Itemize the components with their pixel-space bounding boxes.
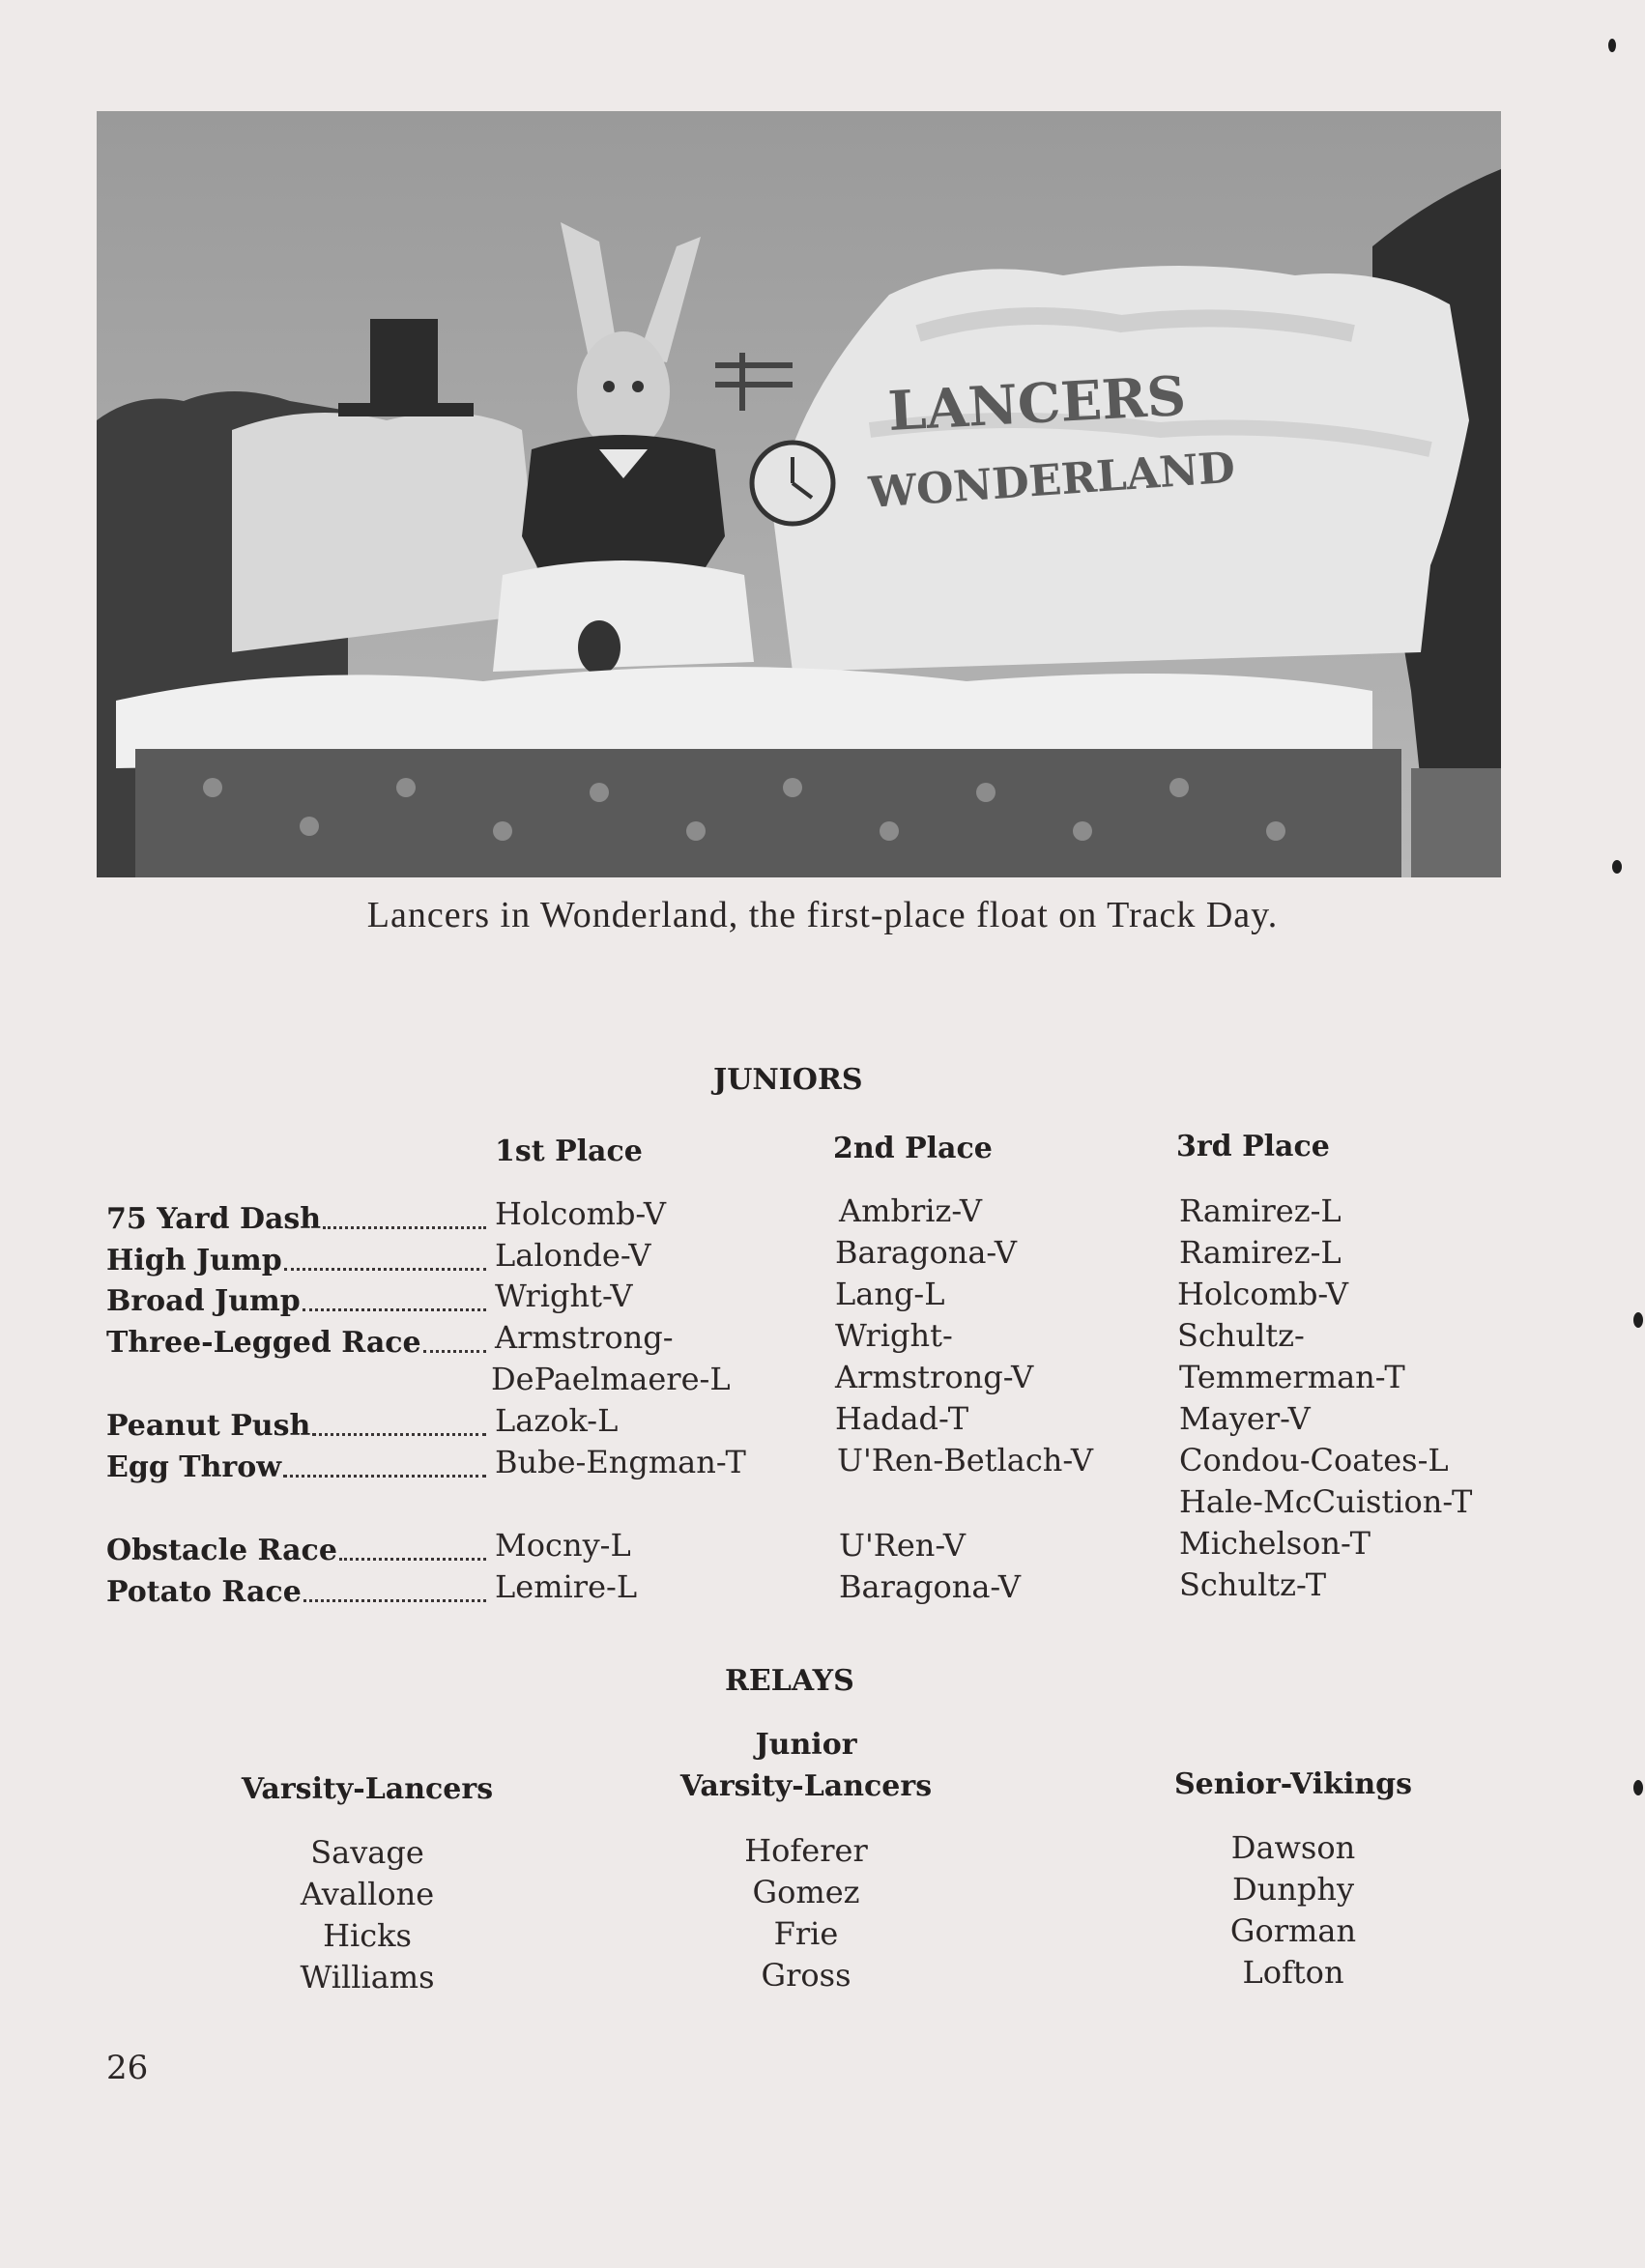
second-place-cell: Baragona-V <box>839 1568 1021 1605</box>
relay-member: Hicks <box>323 1917 412 1954</box>
relay-member: Williams <box>300 1959 435 1995</box>
second-place-cell: Ambriz-V <box>839 1192 982 1229</box>
binding-mark <box>1633 1780 1643 1795</box>
first-place-cell: Wright-V <box>495 1278 633 1314</box>
second-place-cell: Hadad-T <box>835 1400 969 1437</box>
third-place-cell: Condou-Coates-L <box>1179 1442 1449 1479</box>
column-header-first: 1st Place <box>495 1134 643 1168</box>
first-place-cell: Lemire-L <box>495 1568 638 1605</box>
svg-text:LANCERS: LANCERS <box>886 363 1188 444</box>
first-place-cell: Bube-Engman-T <box>495 1444 746 1480</box>
relay-team-heading-line1: Junior <box>755 1728 857 1762</box>
event-label: Potato Race <box>106 1575 486 1608</box>
event-label: Peanut Push <box>106 1409 486 1442</box>
second-place-cell: Baragona-V <box>835 1234 1017 1271</box>
first-place-cell: Holcomb-V <box>495 1195 667 1232</box>
relay-team-heading: Varsity-Lancers <box>679 1769 933 1803</box>
third-place-cell: Mayer-V <box>1179 1400 1311 1437</box>
binding-mark <box>1633 1312 1643 1328</box>
second-place-cell: Lang-L <box>835 1276 945 1312</box>
relay-member: Hoferer <box>744 1832 868 1869</box>
third-place-cell: Temmerman-T <box>1179 1359 1405 1395</box>
relays-heading: RELAYS <box>725 1664 854 1698</box>
second-place-cell: Wright- <box>835 1317 953 1354</box>
first-place-cell: Lazok-L <box>495 1402 619 1439</box>
first-place-cell: Mocny-L <box>495 1527 631 1564</box>
third-place-cell: Holcomb-V <box>1177 1276 1349 1312</box>
relay-member: Savage <box>310 1834 424 1871</box>
first-place-cell: DePaelmaere-L <box>491 1361 731 1397</box>
relay-member: Dunphy <box>1231 1871 1355 1908</box>
third-place-cell: Michelson-T <box>1179 1525 1371 1562</box>
second-place-cell: Armstrong-V <box>835 1359 1034 1395</box>
column-header-third: 3rd Place <box>1176 1130 1330 1163</box>
page-number: 26 <box>106 2049 149 2087</box>
relay-member: Lofton <box>1242 1954 1344 1991</box>
photo-caption: Lancers in Wonderland, the first-place float on Track Day. <box>366 895 1279 935</box>
first-place-cell: Armstrong- <box>495 1319 674 1356</box>
event-label: High Jump <box>106 1244 486 1277</box>
third-place-cell: Schultz- <box>1177 1317 1305 1354</box>
column-header-second: 2nd Place <box>833 1132 993 1165</box>
event-label: 75 Yard Dash <box>106 1202 486 1235</box>
event-label: Egg Throw <box>106 1450 486 1483</box>
svg-text:WONDERLAND: WONDERLAND <box>867 443 1237 518</box>
relay-team-heading: Varsity-Lancers <box>241 1772 494 1806</box>
second-place-cell: U'Ren-Betlach-V <box>837 1442 1093 1479</box>
binding-mark <box>1608 39 1616 52</box>
third-place-cell: Schultz-T <box>1179 1566 1327 1603</box>
relay-member: Gorman <box>1229 1912 1357 1949</box>
third-place-cell: Hale-McCuistion-T <box>1179 1483 1473 1520</box>
relay-team-heading: Senior-Vikings <box>1173 1767 1413 1801</box>
binding-mark <box>1612 860 1622 874</box>
second-place-cell: U'Ren-V <box>839 1527 966 1564</box>
relay-member: Dawson <box>1230 1829 1356 1866</box>
juniors-heading: JUNIORS <box>713 1063 863 1097</box>
relay-member: Gross <box>761 1957 851 1994</box>
float-photo <box>97 111 1501 877</box>
event-label: Broad Jump <box>106 1284 486 1317</box>
third-place-cell: Ramirez-L <box>1179 1192 1342 1229</box>
event-label: Obstacle Race <box>106 1534 486 1566</box>
relay-member: Avallone <box>300 1876 435 1912</box>
float-photo-illustration <box>97 111 1501 877</box>
third-place-cell: Ramirez-L <box>1179 1234 1342 1271</box>
event-label: Three-Legged Race <box>106 1326 486 1359</box>
first-place-cell: Lalonde-V <box>495 1237 651 1274</box>
relay-member: Frie <box>773 1915 839 1952</box>
relay-member: Gomez <box>752 1874 860 1910</box>
